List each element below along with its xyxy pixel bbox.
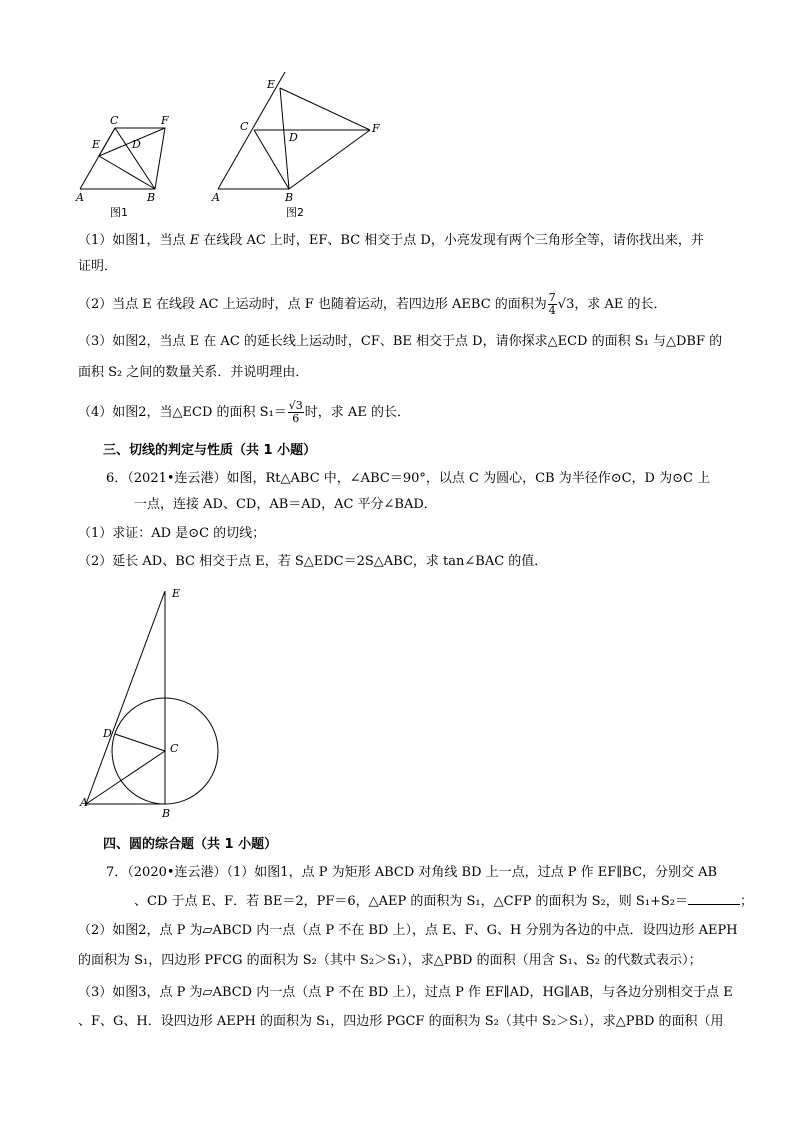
fig1-label-b: B: [147, 191, 156, 204]
section-4-heading: 四、圆的综合题（共 1 小题）: [103, 837, 278, 852]
q5-part3-line2: 面积 S₂ 之间的数量关系．并说明理由．: [78, 365, 309, 380]
fig1-caption: 图1: [110, 206, 128, 219]
q7-line2: 、CD 于点 E、F．若 BE＝2，PF＝6，△AEP 的面积为 S₁，△CFP 的面积为 S₂，则 S₁+S₂＝ ；: [134, 894, 754, 909]
q6-part2: （2）延长 AD、BC 相交于点 E，若 S△EDC＝2S△ABC，求 tan∠BAC 的值．: [78, 554, 548, 569]
q7-line1: 7．（2020•连云港）（1）如图1，点 P 为矩形 ABCD 对角线 BD 上一点，过点 P 作 EF∥BC，分别交 AB: [106, 865, 718, 880]
fraction-root3-6: $\frac{√3}{6}$: [288, 399, 303, 425]
fig3-label-e: E: [172, 587, 181, 600]
q5-part3-line1: （3）如图2，当点 E 在 AC 的延长线上运动时，CF、BE 相交于点 D，请你探求△ECD 的面积 S₁ 与△DBF 的: [78, 334, 723, 349]
fig2-label-d: D: [289, 131, 298, 144]
q7-part3-line2: 、F、G、H．设四边形 AEPH 的面积为 S₁，四边形 PGCF 的面积为 S₂（其中 S₂＞S₁），求△PBD 的面积（用: [78, 1014, 724, 1029]
fig2-caption: 图2: [286, 206, 304, 219]
q5-part1-line2: 证明．: [78, 259, 118, 274]
fig1-label-f: F: [161, 114, 169, 127]
q7-part2-line1: （2）如图2，点 P 为▱ABCD 内一点（点 P 不在 BD 上），点 E、F、G、H 分别为各边的中点．设四边形 AEPH: [78, 923, 738, 938]
q6-part1: （1）求证：AD 是⊙C 的切线；: [78, 526, 266, 541]
q7-part2-line2: 的面积为 S₁，四边形 PFCG 的面积为 S₂（其中 S₂＞S₁），求△PBD 的面积（用含 S₁、S₂ 的代数式表示）；: [78, 953, 702, 968]
q5-part4: （4）如图2，当△ECD 的面积 S₁＝ $\frac{√3}{6}$ 时，求 AE 的长．: [78, 399, 410, 425]
q5-part1-line1: （1）如图1，当点 E 在线段 AC 上时，EF、BC 相交于点 D，小亮发现有两个三角形全等，请你找出来，并: [78, 233, 704, 248]
figure-3: [80, 585, 230, 810]
q7-part3-line1: （3）如图3，点 P 为▱ABCD 内一点（点 P 不在 BD 上），过点 P 作 EF∥AD，HG∥AB，与各边分别相交于点 E: [78, 985, 733, 1000]
fig2-label-b: B: [285, 191, 294, 204]
fig3-label-d: D: [103, 727, 112, 740]
fig1-label-d: D: [132, 138, 141, 151]
q5-part2: （2）当点 E 在线段 AC 上运动时，点 F 也随着运动，若四边形 AEBC 的面积为 $\frac{7}{4}$ √3，求 AE 的长．: [78, 291, 667, 317]
fig3-label-b: B: [162, 807, 171, 820]
fraction-7-4: $\frac{7}{4}$: [548, 291, 556, 317]
q6-line1: 6．（2021•连云港）如图，Rt△ABC 中，∠ABC＝90°，以点 C 为圆心，CB 为半径作⊙C，D 为⊙C 上: [106, 471, 711, 486]
answer-blank[interactable]: [688, 892, 740, 905]
q6-line2: 一点，连接 AD、CD，AB＝AD，AC 平分∠BAD．: [134, 497, 437, 512]
fig1-label-a: A: [76, 191, 84, 204]
section-3-heading: 三、切线的判定与性质（共 1 小题）: [103, 443, 317, 458]
fig2-label-a: A: [212, 191, 220, 204]
fig2-label-f: F: [372, 122, 380, 135]
fig3-label-c: C: [170, 742, 179, 755]
fig1-label-e: E: [92, 138, 101, 151]
fig1-label-c: C: [110, 114, 119, 127]
fig3-label-a: A: [80, 796, 88, 809]
fig2-label-c: C: [240, 120, 249, 133]
fig2-label-e: E: [267, 78, 276, 91]
